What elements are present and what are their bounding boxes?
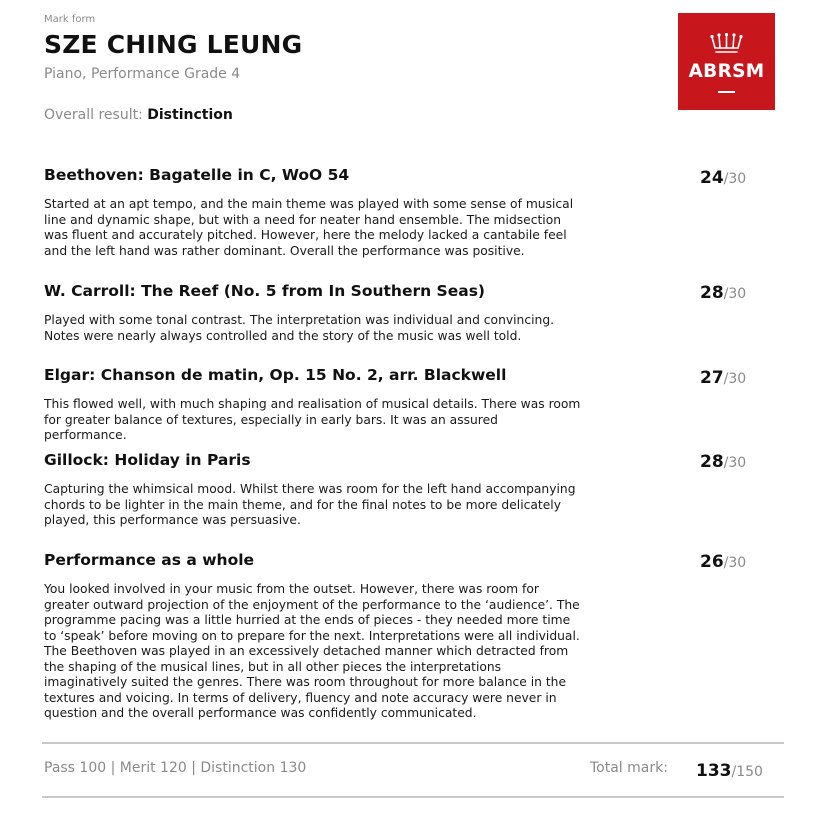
total-score-max: /150 [731, 764, 763, 780]
item-score [700, 368, 780, 388]
abrsm-logo [678, 13, 775, 110]
overall-result [44, 107, 233, 123]
item-score [700, 552, 780, 572]
item-title: Elgar: Chanson de matin, Op. 15 No. 2, arr. Blackwell [44, 366, 507, 384]
item-comment: Played with some tonal contrast. The interpretation was individual and convincing. Notes were nearly always controlled and the story of the music was well told. [44, 313, 555, 343]
item-comment: Capturing the whimsical mood. Whilst there was room for the left hand accompanying chords to be lighter in the main theme, and for the final notes to be more delicately played, this performance was persuasive. [44, 482, 576, 527]
score-value: 24 [700, 168, 724, 188]
item-score [700, 283, 780, 303]
footer-divider-top [42, 742, 784, 744]
score-value: 26 [700, 552, 724, 572]
score-max: /30 [723, 171, 747, 187]
exam-subject: Piano, Performance Grade 4 [44, 66, 241, 82]
item-score [700, 452, 780, 472]
item-score [700, 168, 780, 188]
item-comment: This flowed well, with much shaping and realisation of musical details. There was room for greater balance of textures, especially in early bars. It was an assured performance. [44, 397, 581, 442]
item-title: Performance as a whole [44, 551, 255, 569]
form-label: Mark form [44, 14, 96, 25]
total-mark [696, 761, 763, 781]
score-value: 28 [700, 283, 724, 303]
score-value: 27 [700, 368, 724, 388]
item-title: W. Carroll: The Reef (No. 5 from In Southern Seas) [44, 282, 486, 300]
logo-text: ABRSM [688, 61, 765, 82]
item-comment: Started at an apt tempo, and the main theme was played with some sense of musical line and dynamic shape, but with a need for neater hand ensemble. The midsection was fluent and accurately pitched. However, here the melody lacked a cantabile feel and the left hand was rather dominant. Overall the performance was positive. [44, 197, 574, 258]
score-max: /30 [723, 286, 747, 302]
crown-icon [708, 33, 745, 57]
item-comment: You looked involved in your music from the outset. However, there was room for greater outward projection of the enjoyment of the performance to the ‘audience’. The programme pacing was a little hurried at the ends of pieces - they needed more time to ‘speak’ before moving on to prepare for the next. Interpretations were all individual. The Beethoven was played in an excessively detached manner which detracted from the shaping of the musical lines, but in all other pieces the interpretations imaginatively suited the genres. There was room throughout for more balance in the textures and voicing. In terms of delivery, fluency and note accuracy were never in question and the overall performance was confidently communicated. [44, 582, 580, 720]
overall-result-label: Overall result: [44, 107, 143, 123]
overall-result-value: Distinction [147, 107, 233, 123]
footer-divider-bottom [42, 796, 784, 798]
total-score-value: 133 [696, 761, 732, 781]
candidate-name: SZE CHING LEUNG [44, 30, 303, 59]
logo-underline [718, 91, 735, 93]
item-title: Beethoven: Bagatelle in C, WoO 54 [44, 166, 350, 184]
score-value: 28 [700, 452, 724, 472]
total-mark-label: Total mark: [590, 760, 668, 776]
score-max: /30 [723, 371, 747, 387]
score-max: /30 [723, 455, 747, 471]
score-max: /30 [723, 555, 747, 571]
item-title: Gillock: Holiday in Paris [44, 451, 251, 469]
grade-thresholds: Pass 100 | Merit 120 | Distinction 130 [44, 760, 307, 776]
